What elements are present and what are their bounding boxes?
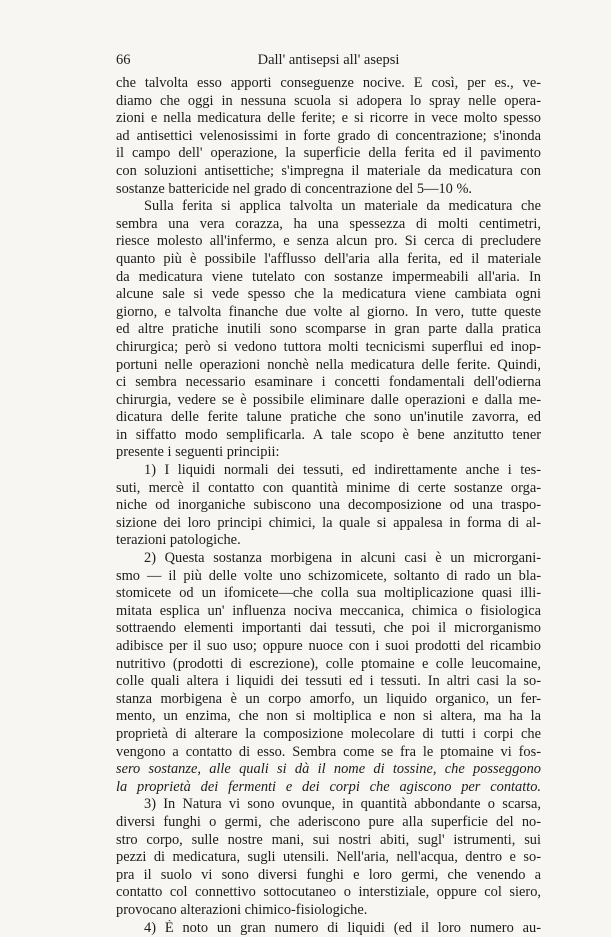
page-number: 66 (116, 52, 131, 69)
text-line: portuni nelle operazioni nonchè nella medicatura delle ferite. Quindi, (116, 357, 541, 375)
text-line: riesce molesto all'infermo, e senza alcun pro. Si cerca di precludere (116, 233, 541, 251)
text-line: presente i seguenti principii: (116, 444, 541, 462)
text-line: 3) In Natura vi sono ovunque, in quantità abbondante o scarsa, (116, 796, 541, 814)
text-line: la proprietà dei fermenti e dei corpi che agiscono per contatto. (116, 779, 541, 797)
running-title: Dall' antisepsi all' asepsi (116, 52, 541, 69)
text-line: diversi funghi o germi, che aderiscono pure alla superficie del no- (116, 814, 541, 832)
text-line: contatto col connettivo sottocutaneo o interstiziale, oppure col siero, (116, 884, 541, 902)
text-line: proprietà di alterare la composizione molecolare di tutti i corpi che (116, 726, 541, 744)
text-line: 1) I liquidi normali dei tessuti, ed indirettamente anche i tes- (116, 462, 541, 480)
text-line: pra il suolo vi sono diversi funghi e loro germi, che venendo a (116, 867, 541, 885)
text-line: provocano alterazioni chimico-fisiologiche. (116, 902, 541, 920)
text-line: sizione dei loro principi chimici, la quale si appalesa in forma di al- (116, 515, 541, 533)
text-line: colle quali altera i liquidi dei tessuti ed i tessuti. In altri casi la so- (116, 673, 541, 691)
text-line: pezzi di medicatura, sugli utensili. Nell'aria, nell'acqua, dentro e so- (116, 849, 541, 867)
text-line: nutritivo (prodotti di escrezione), colle ptomaine e colle leucomaine, (116, 656, 541, 674)
text-line: da medicatura viene tutelato con sostanze impermeabili all'aria. In (116, 269, 541, 287)
text-line: 4) È noto un gran numero di liquidi (ed il loro numero au- (116, 920, 541, 937)
text-line: giorno, e talvolta finanche due volte al giorno. In vero, tutte queste (116, 304, 541, 322)
text-line: il campo dell' operazione, la superficie della ferita ed il pavimento (116, 145, 541, 163)
text-line: sottraendo elementi importanti dai tessuti, che poi il microrganismo (116, 620, 541, 638)
text-line: stanza morbigena è un corpo amorfo, un liquido organico, un fer- (116, 691, 541, 709)
text-line: sostanze battericide nel grado di concentrazione del 5—10 %. (116, 181, 541, 199)
text-line: diamo che oggi in nessuna scuola si adopera lo spray nelle opera- (116, 93, 541, 111)
text-line: suti, mercè il contatto con quantità minime di certe sostanze orga- (116, 480, 541, 498)
text-line: dicatura delle ferite talune pratiche che sono un'inutile zavorra, ed (116, 409, 541, 427)
text-line: mento, un enzima, che non si moltiplica e non si altera, ma ha la (116, 708, 541, 726)
page-body (116, 75, 541, 937)
text-line: ed altre pratiche inutili sono scomparse in gran parte dalla pratica (116, 321, 541, 339)
text-line: stro corpo, sulle nostre mani, sui nostri abiti, sugl' istrumenti, sui (116, 832, 541, 850)
text-line: chirurgia, vedere se è possibile eliminare dalle operazioni e dalla me- (116, 392, 541, 410)
text-line: vengono a contatto di esso. Sembra come se fra le ptomaine vi fos- (116, 744, 541, 762)
text-line: 2) Questa sostanza morbigena in alcuni casi è un microrgani- (116, 550, 541, 568)
text-line: terazioni patologiche. (116, 532, 541, 550)
text-line: sero sostanze, alle quali si dà il nome di tossine, che posseggono (116, 761, 541, 779)
text-line: che talvolta esso apporti conseguenze nocive. E così, per es., ve- (116, 75, 541, 93)
text-line: ad antisettici velenosissimi in forte grado di concentrazione; s'inonda (116, 128, 541, 146)
text-line: Sulla ferita si applica talvolta un materiale da medicatura che (116, 198, 541, 216)
text-line: chirurgica; però si vedono tuttora molti tecnicismi superflui ed inop- (116, 339, 541, 357)
text-line: con soluzioni antisettiche; s'impregna il materiale da medicatura con (116, 163, 541, 181)
text-line: niche od inorganiche subiscono una decomposizione od una traspo- (116, 497, 541, 515)
text-line: smo — il più delle volte uno schizomicete, soltanto di rado un bla- (116, 568, 541, 586)
text-line: mitata esplica un' influenza nociva meccanica, chimica o fisiologica (116, 603, 541, 621)
text-line: quanto più è possibile l'afflusso dell'aria alla ferita, ed il materiale (116, 251, 541, 269)
text-line: stomicete od un ifomicete—che colla sua moltiplicazione quasi illi- (116, 585, 541, 603)
text-line: alcune sale si vede spesso che la medicatura viene cambiata ogni (116, 286, 541, 304)
running-header (116, 52, 541, 72)
text-line: sembra una vera corazza, ha una spessezza di molti centimetri, (116, 216, 541, 234)
text-line: zioni e nella medicatura delle ferite; e si ricorre in vece molto spesso (116, 110, 541, 128)
text-line: in siffatto modo semplificarla. A tale scopo è bene anzitutto tener (116, 427, 541, 445)
text-line: ci sembra necessario esaminare i concetti fondamentali dell'odierna (116, 374, 541, 392)
text-line: adibisce per il suo uso; oppure nuoce con i suoi prodotti del ricambio (116, 638, 541, 656)
